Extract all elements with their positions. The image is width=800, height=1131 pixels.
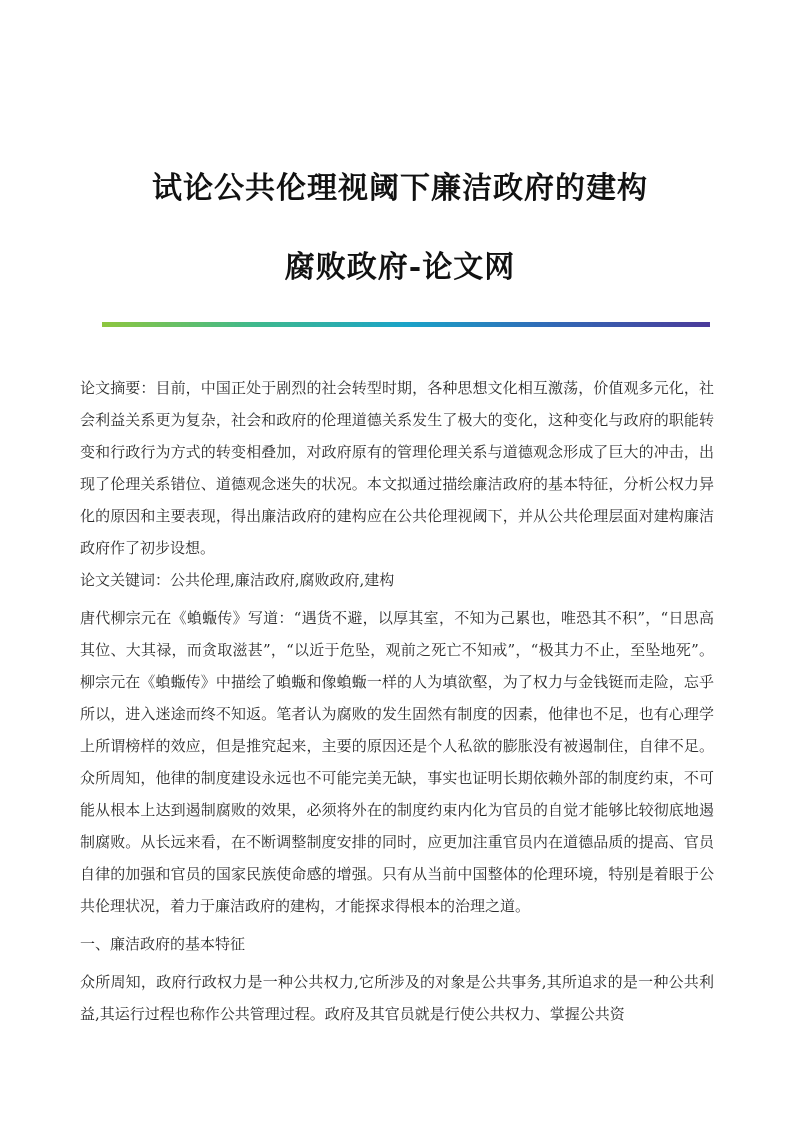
document-title: 试论公共伦理视阈下廉洁政府的建构 <box>152 171 648 206</box>
section-paragraph: 众所周知，政府行政权力是一种公共权力,它所涉及的对象是公共事务,其所追求的是一种公共利益,其运行过程也称作公共管理过程。政府及其官员就是行使公共权力、掌握公共资 <box>80 973 714 1023</box>
body-paragraph: 唐代柳宗元在《蝜蝂传》写道：“遇货不避，以厚其室，不知为己累也，唯恐其不积”，“日思高其位、大其禄，而贪取滋甚”，“以近于危坠，观前之死亡不知戒”，“极其力不止，至坠地死”。柳宗元在《蝜蝂传》中描绘了蝜蝂和像蝜蝂一样的人为填欲壑，为了权力与金钱铤而走险，忘乎所以，进入迷途而终不知返。笔者认为腐败的发生固然有制度的因素，他律也不足，也有心理学上所谓榜样的效应，但是推究起来，主要的原因还是个人私欲的膨胀没有被遏制住，自律不足。众所周知，他律的制度建设永远也不可能完美无缺，事实也证明长期依赖外部的制度约束，不可能从根本上达到遏制腐败的效果，必须将外在的制度约束内化为官员的自觉才能够比较彻底地遏制腐败。从长远来看，在不断调整制度安排的同时，应更加注重官员内在道德品质的提高、官员自律的加强和官员的国家民族使命感的增强。只有从当前中国整体的伦理环境，特别是着眼于公共伦理状况，着力于廉洁政府的建构，才能探求得根本的治理之道。 <box>80 609 714 915</box>
document-body <box>80 372 714 1030</box>
document-subtitle: 腐败政府-论文网 <box>284 250 516 285</box>
title-divider <box>102 322 710 327</box>
keywords-line: 论文关键词：公共伦理,廉洁政府,腐败政府,建构 <box>80 571 395 589</box>
abstract-paragraph: 论文摘要：目前，中国正处于剧烈的社会转型时期，各种思想文化相互激荡，价值观多元化，社会利益关系更为复杂，社会和政府的伦理道德关系发生了极大的变化，这种变化与政府的职能转变和行政行为方式的转变相叠加，对政府原有的管理伦理关系与道德观念形成了巨大的冲击，出现了伦理关系错位、道德观念迷失的状况。本文拟通过描绘廉洁政府的基本特征，分析公权力异化的原因和主要表现，得出廉洁政府的建构应在公共伦理视阈下，并从公共伦理层面对建构廉洁政府作了初步设想。 <box>80 379 714 557</box>
section-heading: 一、廉洁政府的基本特征 <box>80 935 246 953</box>
